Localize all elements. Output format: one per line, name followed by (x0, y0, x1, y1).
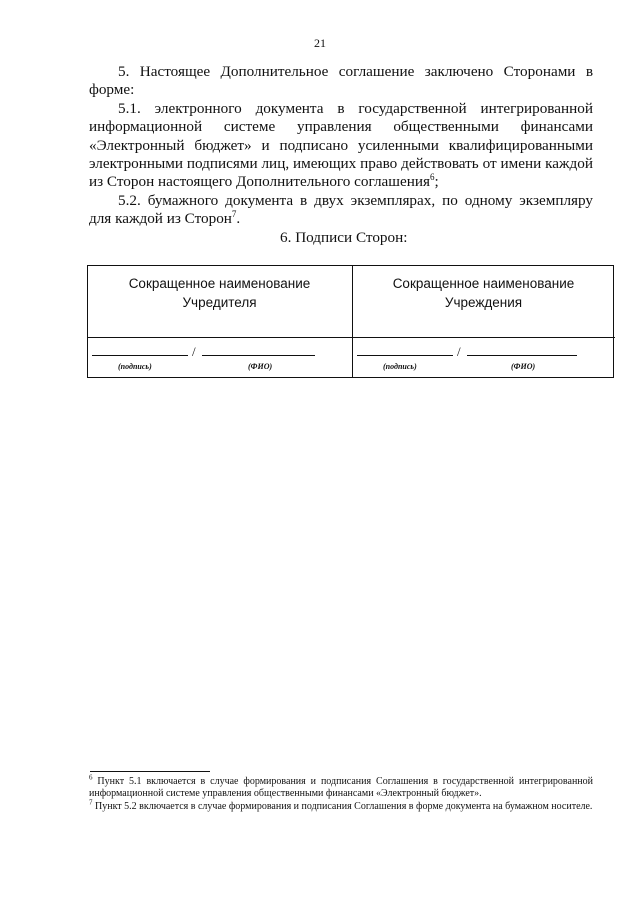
institution-name-caption: (ФИО) (511, 362, 536, 371)
institution-heading (353, 274, 614, 312)
institution-heading-line2: Учреждения (444, 295, 523, 310)
paragraph-5-1 (89, 100, 593, 192)
founder-name-caption: (ФИО) (248, 362, 273, 371)
institution-name-line[interactable] (467, 355, 577, 356)
paragraph-5-1-end: ; (434, 173, 439, 191)
footnotes (89, 773, 593, 813)
institution-sign-caption: (подпись) (383, 362, 417, 371)
signatures-title: 6. Подписи Сторон: (280, 229, 408, 246)
founder-signature-column (88, 266, 351, 377)
institution-heading-line1: Сокращенное наименование (392, 276, 575, 291)
footnote-6-mark: 6 (89, 773, 93, 782)
founder-signature-line[interactable] (92, 355, 188, 356)
footnote-7 (89, 798, 593, 813)
founder-heading-line2: Учредителя (182, 295, 257, 310)
footnote-ref-6[interactable]: 6 (429, 172, 435, 183)
institution-signature-column (352, 266, 614, 377)
agreement-body (89, 63, 593, 229)
page-number: 21 (314, 36, 326, 50)
paragraph-5-2 (89, 192, 593, 229)
footnote-separator (90, 771, 210, 772)
founder-slash: / (192, 344, 196, 359)
founder-heading (88, 274, 351, 312)
founder-sign-caption: (подпись) (118, 362, 152, 371)
footnote-6 (89, 773, 593, 801)
paragraph-5-2-text: 5.2. бумажного документа в двух экземплярах, по одному экземпляру для каждой из Сторон (89, 191, 593, 228)
footnote-ref-7[interactable]: 7 (231, 209, 237, 220)
footnote-7-text: Пункт 5.2 включается в случае формирования и подписания Соглашения в форме документа на бумажном носителе. (92, 800, 593, 812)
paragraph-5: 5. Настоящее Дополнительное соглашение заключено Сторонами в форме: (89, 63, 593, 99)
institution-signature-line[interactable] (357, 355, 453, 356)
signatures-table-divider (88, 337, 615, 338)
paragraph-5-2-end: . (236, 210, 241, 228)
paragraph-5-1-text: 5.1. электронного документа в государственной интегрированной информационной системе управления общественными финансами «Электронный бюджет» и подписано усиленными квалифицированными электронными подписями лиц, имеющих право действовать от имени каждой из Сторон настоящего Дополнительного соглашения (89, 99, 593, 191)
footnote-7-mark: 7 (89, 798, 93, 807)
signatures-table (87, 265, 614, 378)
founder-heading-line1: Сокращенное наименование (128, 276, 311, 291)
institution-slash: / (457, 344, 461, 359)
founder-name-line[interactable] (202, 355, 315, 356)
footnote-6-text: Пункт 5.1 включается в случае формирования и подписания Соглашения в государственной интегрированной информационной системе управления общественными финансами «Электронный бюджет». (89, 776, 593, 800)
